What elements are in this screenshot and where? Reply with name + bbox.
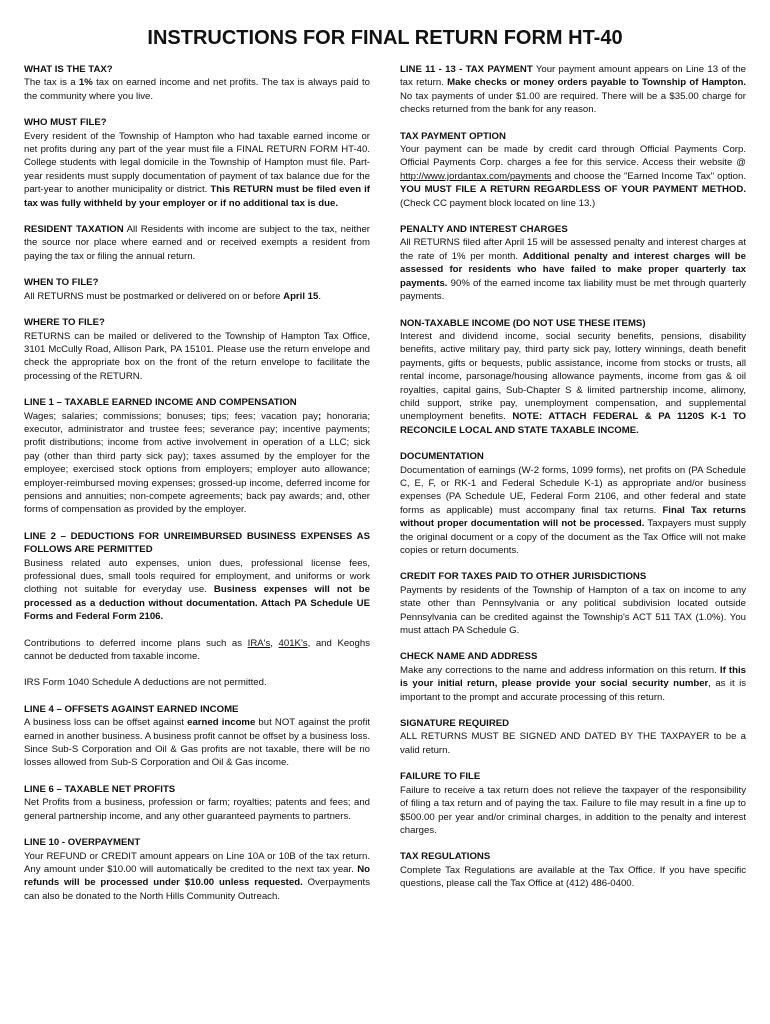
section-heading: WHEN TO FILE? bbox=[24, 277, 99, 289]
section-body bbox=[24, 850, 370, 904]
section-non-taxable bbox=[400, 317, 746, 438]
body-bold: Make checks or money orders payable to Township of Hampton. bbox=[447, 77, 746, 89]
section-body bbox=[24, 223, 370, 263]
body-text: but NOT against the profit earned in another business. A business profit cannot be offset by a business loss. Since Sub-S Corporation and Oil & Gas profits are not taxable, there will be no losses allowed from Sub-S Corporation and Oil & Gas income. bbox=[24, 717, 370, 769]
body-text: All Residents with income are subject to the tax, neither the source nor place where earned and or received exempts a resident from paying the tax or filing the annual return. bbox=[24, 224, 370, 262]
section-heading: LINE 6 – TAXABLE NET PROFITS bbox=[24, 783, 176, 795]
section-regulations bbox=[400, 850, 746, 890]
section-heading: TAX PAYMENT OPTION bbox=[400, 130, 506, 142]
section-body bbox=[24, 716, 370, 770]
body-text: , as it is important to the prompt and accurate processing of this return. bbox=[400, 678, 746, 703]
section-body bbox=[24, 557, 370, 624]
body-bold: YOU MUST FILE A RETURN REGARDLESS OF YOUR PAYMENT METHOD. bbox=[400, 184, 746, 196]
section-body: Net Profits from a business, profession or farm; royalties; patents and fees; and general partnership income, and any other guaranteed payments to partners. bbox=[24, 797, 370, 822]
body-text: No tax payments of under $1.00 are required. There will be a $35.00 charge for checks returned from the bank for any reason. bbox=[400, 90, 746, 116]
body-text: (Check CC payment block located on line 13.) bbox=[400, 197, 596, 209]
section-heading: CHECK NAME AND ADDRESS bbox=[400, 651, 538, 663]
section-body bbox=[400, 664, 746, 704]
section-body bbox=[24, 290, 370, 303]
section-body: Complete Tax Regulations are available at the Tax Office. If you have specific questions, please call the Tax Office at (412) 486-0400. bbox=[400, 864, 746, 890]
section-heading: SIGNATURE REQUIRED bbox=[400, 718, 510, 730]
body-text: Your payment amount appears on Line 13 of the tax return. bbox=[400, 64, 747, 89]
body-text: tax on earned income and net profits. The tax is always paid to the community where you live. bbox=[24, 77, 370, 102]
body-bold: earned income bbox=[187, 717, 256, 729]
section-body bbox=[400, 330, 746, 437]
section-heading: WHERE TO FILE? bbox=[24, 317, 105, 329]
section-body: Payments by residents of the Township of Hampton of a tax on income to any state other than Pennsylvania or any political subdivision located outside Pennsylvania can be credited against the Township's ACT 511 TAX (1.0%). You must attach PA Schedule G. bbox=[400, 584, 746, 637]
section-failure bbox=[400, 770, 746, 837]
section-penalty bbox=[400, 223, 746, 303]
contributions-paragraph bbox=[24, 637, 370, 664]
section-line-2 bbox=[24, 530, 370, 690]
section-body bbox=[400, 464, 746, 558]
body-text: Every resident of the Township of Hampton who had taxable earned income or net profits during any part of the year must file a FINAL RETURN FORM HT-40. College students with legal domicile in the Township of Hampton must file. Part-year residents must supply documentation of payment of tax balance due for the part-year to another municipality or district. bbox=[24, 130, 370, 196]
section-body bbox=[400, 236, 746, 303]
section-body bbox=[24, 130, 370, 210]
section-line-6 bbox=[24, 783, 370, 823]
section-line-11-13 bbox=[400, 63, 746, 117]
section-when-to-file bbox=[24, 276, 370, 303]
body-text: Wages; salaries; commissions; bonuses; tips; fees; vacation pay bbox=[24, 410, 318, 422]
body-text: The tax is a bbox=[24, 77, 79, 89]
section-body bbox=[400, 63, 746, 117]
section-heading: WHO MUST FILE? bbox=[24, 117, 107, 129]
body-text: Documentation of earnings (W-2 forms, 1099 forms), net profits on (PA Schedule C, E, F, or RK-1 and Federal Schedule K-1) as appropriate and/or business expenses (PA Schedule UE, Federal Form 2106, and other federal and state forms as applicable) must accompany final tax returns. bbox=[400, 464, 746, 516]
body-bold: If this is your initial return, please provide your social security number bbox=[400, 664, 746, 690]
section-heading: FAILURE TO FILE bbox=[400, 771, 481, 783]
body-text: All RETURNS must be postmarked or delivered on or before bbox=[24, 290, 284, 302]
section-resident-taxation bbox=[24, 223, 370, 263]
body-bold: April 15 bbox=[283, 290, 319, 302]
body-text: . bbox=[318, 290, 322, 302]
section-heading: TAX REGULATIONS bbox=[400, 851, 491, 863]
body-text: Interest and dividend income, social security benefits, pensions, disability benefits, active military pay, third party sick pay, lottery winnings, death benefit payments, gifts or bequests, public assistance, income from stocks or trusts, all rental income, parsonage/housing allowance payments, income from gas & oil royalties, capital gains, Sub-Chapter S & limited partnership income, alimony, child support, strike pay, unemployment compensation, and supplemental unemployment benefits. bbox=[400, 330, 746, 423]
body-bold: Business expenses will not be processed as a deduction without documentation. Attach PA Schedule UE Forms and Federal Form 2106. bbox=[24, 584, 370, 623]
ira-text: IRA's bbox=[247, 637, 271, 649]
section-who-must-file bbox=[24, 116, 370, 210]
body-text: honoraria; executor, administrator and trustee fees; severance pay; incentive payments; profit distributions; income from active involvement in operation of a LLC; sick pay (other than third party sick pay); taxes assumed by the employer for the employee; exercised stock options from employers; employer auto allowance; employer-reimbursed moving expenses; grossed-up income, deferred income for pensions and annuities; non-compete agreements; back pay awards; and, other forms of compensation as provided by the employer. bbox=[24, 410, 371, 516]
section-body: Failure to receive a tax return does not relieve the taxpayer of the responsibility of filing a tax return and of paying the tax. Failure to file may result in a fine up to $500.00 per year and/or criminal charges, in addition to the penalty and interest charges. bbox=[400, 784, 746, 836]
section-what-is-tax bbox=[24, 63, 370, 103]
body-text: Overpayments can also be donated to the North Hills Community Outreach. bbox=[24, 877, 370, 902]
section-heading: WHAT IS THE TAX? bbox=[24, 64, 113, 75]
section-body bbox=[24, 410, 370, 517]
body-text: A business loss can be offset against bbox=[24, 717, 188, 729]
body-text: Make any corrections to the name and address information on this return. bbox=[400, 664, 720, 676]
body-text: and choose the "Earned Income Tax" option. bbox=[551, 170, 746, 182]
body-text: Taxpayers must supply the original document or a copy of the document as the Tax Office will not make copies or return documents. bbox=[400, 518, 746, 556]
section-heading: CREDIT FOR TAXES PAID TO OTHER JURISDICTIONS bbox=[400, 571, 647, 583]
section-documentation bbox=[400, 450, 746, 557]
irs-paragraph: IRS Form 1040 Schedule A deductions are not permitted. bbox=[24, 677, 267, 689]
section-heading: LINE 2 – DEDUCTIONS FOR UNREIMBURSED BUSINESS EXPENSES AS FOLLOWS ARE PERMITTED bbox=[24, 530, 370, 556]
section-heading: RESIDENT TAXATION bbox=[24, 224, 124, 236]
section-signature bbox=[400, 717, 746, 757]
section-line-1 bbox=[24, 396, 370, 517]
body-bold: ; bbox=[317, 410, 322, 422]
section-line-10 bbox=[24, 836, 370, 903]
payments-link[interactable]: http://www.jordantax.com/payments bbox=[400, 170, 552, 182]
section-heading: LINE 4 – OFFSETS AGAINST EARNED INCOME bbox=[24, 703, 239, 715]
body-bold: NOTE: ATTACH FEDERAL & PA 1120S K-1 TO RECONCILE LOCAL AND STATE TAXABLE INCOME. bbox=[400, 411, 746, 436]
left-column bbox=[24, 63, 370, 903]
page-title: INSTRUCTIONS FOR FINAL RETURN FORM HT-40 bbox=[147, 27, 623, 49]
body-text: , bbox=[270, 637, 279, 649]
body-text: , and Keoghs cannot be deducted from taxable income. bbox=[24, 637, 370, 663]
right-column bbox=[400, 63, 746, 891]
body-text: Your REFUND or CREDIT amount appears on Line 10A or 10B of the tax return. Any amount under $10.00 will automatically be credited to the next tax year. bbox=[24, 850, 370, 875]
body-bold: Final Tax returns without proper documentation will not be processed. bbox=[400, 504, 746, 530]
body-bold: No refunds will be processed under $10.00 unless requested. bbox=[24, 863, 370, 889]
section-heading: LINE 11 - 13 - TAX PAYMENT bbox=[400, 64, 533, 75]
section-check-name bbox=[400, 650, 746, 704]
section-body bbox=[24, 76, 370, 103]
section-payment-option bbox=[400, 130, 746, 210]
section-body bbox=[400, 143, 746, 210]
section-heading: NON-TAXABLE INCOME (DO NOT USE THESE ITEMS) bbox=[400, 317, 646, 329]
body-bold: Additional penalty and interest charges will be assessed for residents who have failed to make proper quarterly tax payments. bbox=[400, 250, 746, 289]
section-body: ALL RETURNS MUST BE SIGNED AND DATED BY THE TAXPAYER to be a valid return. bbox=[400, 731, 746, 756]
section-heading: LINE 1 – TAXABLE EARNED INCOME AND COMPENSATION bbox=[24, 397, 297, 409]
body-bold: 1% bbox=[78, 77, 93, 89]
body-text: Business related auto expenses, union dues, professional license fees, professional dues, small tools required for employment, and uniforms or work clothing not suitable for everyday use. bbox=[24, 557, 370, 596]
401k-text: 401K's bbox=[278, 637, 308, 649]
section-where-to-file bbox=[24, 316, 370, 383]
body-bold: This RETURN must be filed even if tax was fully withheld by your employer or if no additional tax is due. bbox=[24, 184, 370, 209]
body-text: Your payment can be made by credit card through Official Payments Corp. Official Payments Corp. charges a fee for this service. Access their website @ bbox=[400, 144, 746, 169]
body-text: Contributions to deferred income plans such as bbox=[24, 637, 248, 649]
body-text: 90% of the earned income tax liability must be met through quarterly payments. bbox=[400, 277, 746, 303]
section-credit bbox=[400, 570, 746, 637]
section-heading: LINE 10 - OVERPAYMENT bbox=[24, 837, 141, 849]
section-heading: PENALTY AND INTEREST CHARGES bbox=[400, 224, 568, 236]
section-heading: DOCUMENTATION bbox=[400, 451, 484, 463]
section-line-4 bbox=[24, 703, 370, 770]
body-text: All RETURNS filed after April 15 will be assessed penalty and interest charges at the rate of 1% per month. bbox=[400, 237, 746, 262]
section-body: RETURNS can be mailed or delivered to the Township of Hampton Tax Office, 3101 McCully Road, Allison Park, PA 15101. Please use the return envelope and check the appropriate box on the front of the return envelope to facilitate the processing of the RETURN. bbox=[24, 330, 370, 382]
